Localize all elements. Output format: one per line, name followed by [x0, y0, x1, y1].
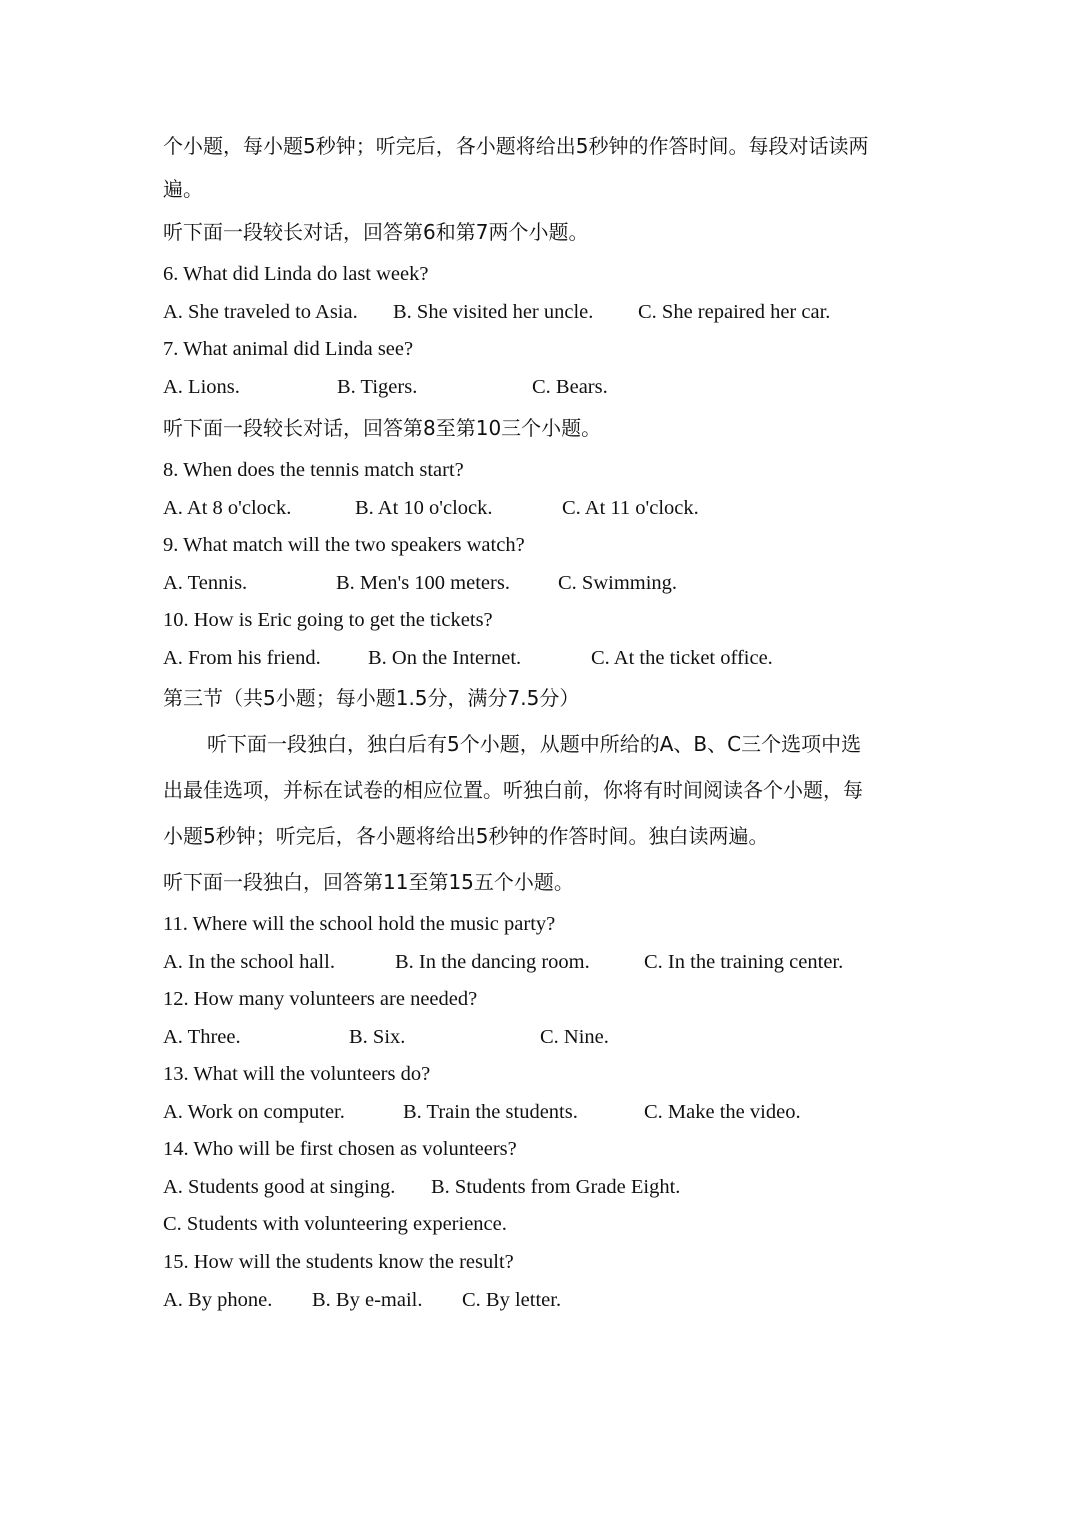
section-3-directions-line-1: 听下面一段独白，独白后有5个小题，从题中所给的A、B、C三个选项中选 — [207, 732, 862, 756]
question-6-option-b[interactable]: B. She visited her uncle. — [393, 301, 594, 323]
question-13-options — [0, 1100, 1080, 1124]
question-8-option-c[interactable]: C. At 11 o'clock. — [562, 497, 699, 519]
question-11-option-b[interactable]: B. In the dancing room. — [395, 951, 590, 973]
question-15-option-c[interactable]: C. By letter. — [462, 1289, 562, 1311]
question-13-option-a[interactable]: A. Work on computer. — [163, 1101, 345, 1123]
question-9-stem: 9. What match will the two speakers watch? — [163, 534, 525, 556]
question-10-options — [0, 646, 1080, 670]
question-10-option-b[interactable]: B. On the Internet. — [368, 647, 522, 669]
question-12-option-a[interactable]: A. Three. — [163, 1026, 241, 1048]
dialog-8-10-instruction: 听下面一段较长对话，回答第8至第10三个小题。 — [163, 416, 602, 440]
section-3-directions-line-3: 小题5秒钟；听完后，各小题将给出5秒钟的作答时间。独白读两遍。 — [163, 824, 769, 848]
question-6-options — [0, 300, 1080, 324]
question-12-stem: 12. How many volunteers are needed? — [163, 988, 478, 1010]
question-12-options — [0, 1025, 1080, 1049]
question-9-option-b[interactable]: B. Men's 100 meters. — [336, 572, 510, 594]
question-7-option-a[interactable]: A. Lions. — [163, 376, 240, 398]
intro-line-1: 个小题，每小题5秒钟；听完后，各小题将给出5秒钟的作答时间。每段对话读两 — [163, 134, 869, 158]
question-12-option-b[interactable]: B. Six. — [349, 1026, 406, 1048]
question-10-option-a[interactable]: A. From his friend. — [163, 647, 321, 669]
question-6-stem: 6. What did Linda do last week? — [163, 263, 429, 285]
section-3-directions-line-2: 出最佳选项，并标在试卷的相应位置。听独白前，你将有时间阅读各个小题，每 — [163, 778, 863, 802]
question-7-stem: 7. What animal did Linda see? — [163, 338, 414, 360]
question-14-option-c[interactable]: C. Students with volunteering experience. — [163, 1213, 507, 1235]
question-11-option-c[interactable]: C. In the training center. — [644, 951, 844, 973]
section-3-instruction: 听下面一段独白，回答第11至第15五个小题。 — [163, 870, 574, 894]
question-6-option-c[interactable]: C. She repaired her car. — [638, 301, 831, 323]
question-7-option-c[interactable]: C. Bears. — [532, 376, 608, 398]
question-13-option-b[interactable]: B. Train the students. — [403, 1101, 578, 1123]
question-10-option-c[interactable]: C. At the ticket office. — [591, 647, 773, 669]
question-14-stem: 14. Who will be first chosen as volunteers? — [163, 1138, 517, 1160]
question-9-option-c[interactable]: C. Swimming. — [558, 572, 678, 594]
question-11-stem: 11. Where will the school hold the music party? — [163, 913, 556, 935]
question-11-options — [0, 950, 1080, 974]
question-15-option-b[interactable]: B. By e-mail. — [312, 1289, 423, 1311]
section-3-title: 第三节（共5小题；每小题1.5分，满分7.5分） — [163, 686, 580, 710]
question-9-option-a[interactable]: A. Tennis. — [163, 572, 248, 594]
dialog-6-7-instruction: 听下面一段较长对话，回答第6和第7两个小题。 — [163, 220, 589, 244]
question-12-option-c[interactable]: C. Nine. — [540, 1026, 609, 1048]
question-8-options — [0, 496, 1080, 520]
question-8-stem: 8. When does the tennis match start? — [163, 459, 464, 481]
question-15-option-a[interactable]: A. By phone. — [163, 1289, 273, 1311]
intro-line-2: 遍。 — [163, 177, 203, 201]
question-8-option-b[interactable]: B. At 10 o'clock. — [355, 497, 493, 519]
question-7-option-b[interactable]: B. Tigers. — [337, 376, 418, 398]
question-10-stem: 10. How is Eric going to get the tickets? — [163, 609, 493, 631]
question-7-options — [0, 375, 1080, 399]
question-8-option-a[interactable]: A. At 8 o'clock. — [163, 497, 292, 519]
question-15-stem: 15. How will the students know the result? — [163, 1251, 514, 1273]
question-14-option-b[interactable]: B. Students from Grade Eight. — [431, 1176, 681, 1198]
question-9-options — [0, 571, 1080, 595]
question-15-options — [0, 1288, 1080, 1312]
question-13-option-c[interactable]: C. Make the video. — [644, 1101, 801, 1123]
question-14-options-row-1 — [0, 1175, 1080, 1199]
question-11-option-a[interactable]: A. In the school hall. — [163, 951, 335, 973]
question-6-option-a[interactable]: A. She traveled to Asia. — [163, 301, 358, 323]
question-13-stem: 13. What will the volunteers do? — [163, 1063, 431, 1085]
question-14-option-a[interactable]: A. Students good at singing. — [163, 1176, 396, 1198]
